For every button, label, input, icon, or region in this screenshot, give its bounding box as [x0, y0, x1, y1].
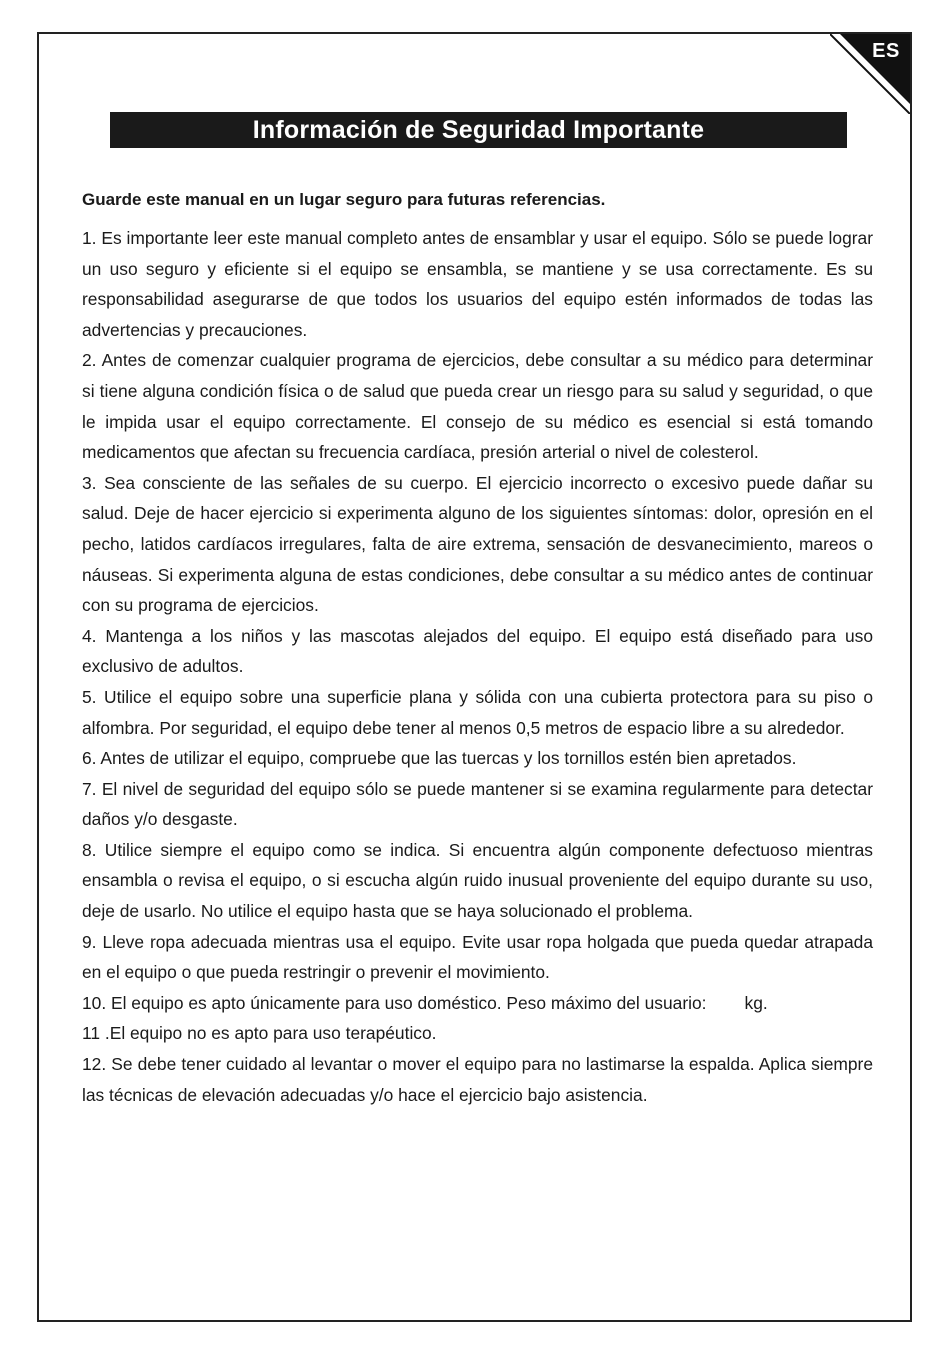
- safety-item-10: [82, 988, 873, 1019]
- safety-item-5: 5. Utilice el equipo sobre una superficie plana y sólida con una cubierta protectora para su piso o alfombra. Por seguridad, el equipo debe tener al menos 0,5 metros de espacio libre a su alrededor.: [82, 686, 873, 738]
- safety-item-2: 2. Antes de comenzar cualquier programa de ejercicios, debe consultar a su médico para determinar si tiene alguna condición física o de salud que pueda crear un riesgo para su salud y seguridad, o que le impida usar el equipo correctamente. El consejo de su médico es esencial si está tomando medicamentos que afectan su frecuencia cardíaca, presión arterial o nivel de colesterol.: [82, 350, 873, 463]
- safety-item-3: 3. Sea consciente de las señales de su cuerpo. El ejercicio incorrecto o excesivo puede dañar su salud. Deje de hacer ejercicio si experimenta alguno de los siguientes síntomas: dolor, opresión en el pecho, latidos cardíacos irregulares, falta de aire extrema, sensación de desvanecimiento, mareos o náuseas. Si experimenta alguna de estas condiciones, debe consultar a su médico antes de continuar con su programa de ejercicios.: [82, 472, 873, 616]
- safety-item-10-text: 10. El equipo es apto únicamente para uso doméstico. Peso máximo del usuario:: [82, 992, 707, 1013]
- safety-item-1: 1. Es importante leer este manual completo antes de ensamblar y usar el equipo. Sólo se puede lograr un uso seguro y eficiente si el equipo se ensambla, se mantiene y se usa correctamente. Es su responsabilidad asegurarse de que todos los usuarios del equipo estén informados de todas las advertencias y precauciones.: [82, 228, 873, 340]
- intro-text: Guarde este manual en un lugar seguro para futuras referencias.: [82, 190, 606, 209]
- title-bar: [110, 112, 847, 148]
- page-frame: [37, 32, 912, 1322]
- safety-item-6: 6. Antes de utilizar el equipo, compruebe que las tuercas y los tornillos estén bien apretados.: [82, 748, 797, 769]
- safety-item-11: 11 .El equipo no es apto para uso terapéutico.: [82, 1023, 437, 1044]
- weight-unit: kg.: [744, 992, 768, 1013]
- safety-item-9: 9. Lleve ropa adecuada mientras usa el equipo. Evite usar ropa holgada que pueda quedar atrapada en el equipo o que pueda restringir o prevenir el movimiento.: [82, 931, 873, 983]
- safety-item-7: 7. El nivel de seguridad del equipo sólo se puede mantener si se examina regularmente para detectar daños y/o desgaste.: [82, 778, 873, 830]
- language-corner-tab: [830, 34, 910, 114]
- page-title: Información de Seguridad Importante: [252, 115, 705, 144]
- safety-item-8: 8. Utilice siempre el equipo como se indica. Si encuentra algún componente defectuoso mientras ensambla o revisa el equipo, o si escucha algún ruido inusual proveniente del equipo durante su uso, deje de usarlo. No utilice el equipo hasta que se haya solucionado el problema.: [82, 839, 873, 922]
- language-label: ES: [872, 40, 900, 62]
- safety-item-4: 4. Mantenga a los niños y las mascotas alejados del equipo. El equipo está diseñado para uso exclusivo de adultos.: [82, 625, 873, 677]
- safety-item-12: 12. Se debe tener cuidado al levantar o mover el equipo para no lastimarse la espalda. Aplica siempre las técnicas de elevación adecuadas y/o hace el ejercicio bajo asistencia.: [82, 1054, 873, 1105]
- safety-content: [82, 185, 873, 1110]
